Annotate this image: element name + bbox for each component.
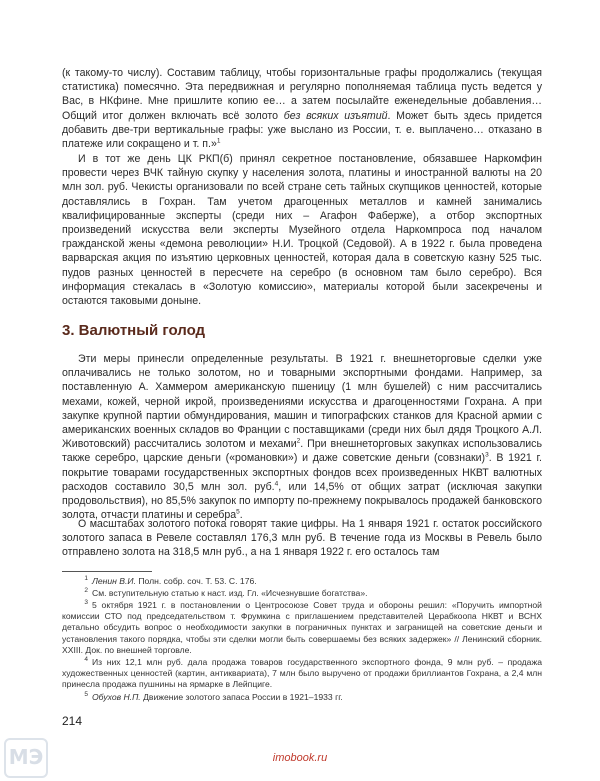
footnote-2: 2 См. вступительную статью к наст. изд. Гл. «Исчезнувшие богатства». (84, 587, 368, 598)
paragraph-3: Эти меры принесли определенные результаты. В 1921 г. внешнеторговые сделки уже оплачивались не только золотом, но и товарными экспортными фондами. Например, за поставленную А. Хаммером американскую пшеницу (1 млн бушелей) с ним рассчитались мехами, кожей, черной икрой, произведениями искусства и драгоценностями Гохрана. А при закупке крупной партии обмундирования, машин и типографских станков для Красной армии с американских военных складов во Франции с поставщиками (среди них был дядя Троцкого А.Л. Животовский) рассчитались золотом и мехами$^2$. При внешнеторговых закупках использовались также серебро, царские деньги («романовки») и даже советские деньги (совзнаки)$^3$. В 1921 г. покрытие товарами государственных экспортных фондов всех произведенных НКВТ валютных расходов составило 30,5 млн зол. руб.$^4$, или 14,5% от общих затрат (исключая закупки продовольствия), но 85,5% закупок по импорту по-прежнему покрывалось продажей банковского золота, отчасти платины и серебра$^5$. (62, 353, 542, 522)
publisher-logo: МЭ (4, 738, 48, 778)
footnote-5: 5 Обухов Н.П. Движение золотого запаса России в 1921–1933 гг. (84, 691, 343, 702)
page-number: 214 (62, 714, 83, 728)
footnote-4: 4 Из них 12,1 млн руб. дала продажа товаров государственного экспортного фонда, 9 млн руб. – продажа художественных ценностей (картин, антиквариата), 7 млн было выручено от продажи бриллиантов Гохрана, а 2,4 млн принесла продажа пушнины на ярмарке в Лейпциге. (62, 656, 542, 690)
site-link[interactable]: imobook.ru (272, 752, 328, 764)
section-heading: 3. Валютный голод (62, 322, 206, 339)
paragraph-2: И в тот же день ЦК РКП(б) принял секретное постановление, обязавшее Наркомфин провести через ВЧК тайную скупку у населения золота, платины и иностранной валюты на 20 млн зол. руб. Чекисты организовали по всей стране сеть тайных скупщиков ценностей, которые доставлялись в Гохран. Там учетом драгоценных металлов и камней занимались квалифицированные эксперты (среди них – Агафон Фаберже), а отбор экспортных произведений искусства вели эксперты Музейного отдела Наркомпроса под началом гражданской жены «демона революции» Н.И. Троцкой (Седовой). А в 1922 г. была проведена варварская акция по изъятию церковных ценностей, которая дала в советскую казну 525 тыс. пудов разных ценностей в пересчете на серебро (в основном там было серебро). Вся информация стекалась в «Золотую комиссию», материалы которой были засекречены и остаются таковыми доныне. (62, 153, 542, 308)
footnote-divider (62, 571, 152, 572)
paragraph-4: О масштабах золотого потока говорят такие цифры. На 1 января 1921 г. остаток российского золотого запаса в Ревеле составлял 176,3 млн руб. В течение года из Москвы в Ревель было отправлено золота на 318,5 млн руб., а на 1 января 1922 г. его осталось там (62, 518, 542, 559)
paragraph-1: (к такому-то числу). Составим таблицу, чтобы горизонтальные графы продолжались (текущая статистика) помесячно. Эта передвижная и регулярно пополняемая таблица пусть ведется у Вас, в НКфине. Мне пришлите копию ее… а затем посылайте еженедельные добавления… Общий итог должен включать всё золото без всяких изъятий. Может быть здесь придется добавить две-три вертикальные графы: уже выслано из России, т. е. выплачено… отказано в платеже или сокращено и т. п.»$^1$ (62, 67, 542, 151)
footnote-3: 3 5 октября 1921 г. в постановлении о Центросоюзе Совет труда и обороны решил: «Поручить импортной комиссии СТО под председательством т. Фрумкина с приглашением представителей Церабкоопа НКВТ и ВСНХ детально обсудить вопрос о необходимости закупки в пограничных пунктах и загранищей на советские деньги и установления такого порядка, чтобы эти сделки могли быть совершаемы без всяких задержек» // Ленинский сборник. XXIII. Док. по внешней торговле. (62, 599, 542, 655)
footnote-1: 1 Ленин В.И. Полн. собр. соч. Т. 53. С. 176. (84, 575, 257, 586)
